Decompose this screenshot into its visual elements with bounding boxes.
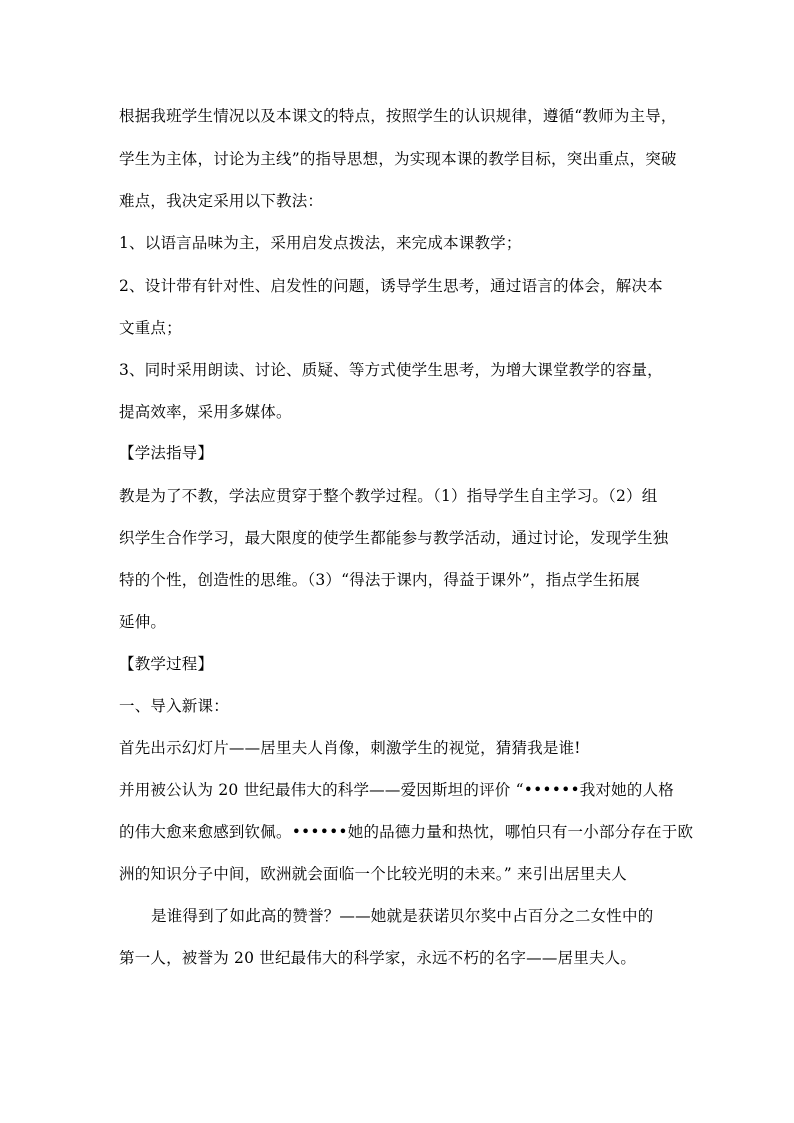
text-line: 一、导入新课： [119, 697, 229, 715]
text-line: 文重点； [119, 319, 182, 337]
text-line: 难点，我决定采用以下教法： [119, 192, 324, 210]
text-line: 1、以语言品味为主，采用启发点拨法，来完成本课教学； [119, 234, 522, 252]
text-line: 首先出示幻灯片——居里夫人肖像，刺激学生的视觉，猜猜我是谁! [119, 739, 581, 757]
text-line: 并用被公认为 20 世纪最伟大的科学——爱因斯坦的评价 “••••••我对她的人格 [119, 781, 674, 799]
text-line: 特的个性，创造性的思维。（3）“得法于课内，得益于课外”，指点学生拓展 [119, 571, 640, 589]
text-line: 的伟大愈来愈感到钦佩。••••••她的品德力量和热忱，哪怕只有一小部分存在于欧 [119, 823, 694, 841]
text-line: 2、设计带有针对性、启发性的问题，诱导学生思考，通过语言的体会，解决本 [119, 277, 663, 295]
text-line: 第一人，被誉为 20 世纪最伟大的科学家，永远不朽的名字——居里夫人。 [119, 949, 637, 967]
text-line: 洲的知识分子中间，欧洲就会面临一个比较光明的未来。” 来引出居里夫人 [119, 865, 627, 883]
text-line: 3、同时采用朗读、讨论、质疑、等方式使学生思考，为增大课堂教学的容量， [119, 361, 663, 379]
text-line: 织学生合作学习，最大限度的使学生都能参与教学活动，通过讨论，发现学生独 [119, 529, 669, 547]
text-line: 是谁得到了如此高的赞誉？——她就是获诺贝尔奖中占百分之二女性中的 [151, 907, 654, 925]
text-line: 提高效率，采用多媒体。 [119, 403, 292, 421]
section-heading: 【学法指导】 [119, 444, 214, 462]
text-line: 根据我班学生情况以及本课文的特点，按照学生的认识规律，遵循“教师为主导， [119, 107, 677, 125]
text-line: 教是为了不教，学法应贯穿于整个教学过程。（1）指导学生自主学习。（2）组 [119, 487, 658, 505]
section-heading: 【教学过程】 [119, 655, 214, 673]
text-line: 延伸。 [119, 613, 167, 631]
text-line: 学生为主体，讨论为主线”的指导思想，为实现本课的教学目标，突出重点，突破 [119, 150, 677, 168]
